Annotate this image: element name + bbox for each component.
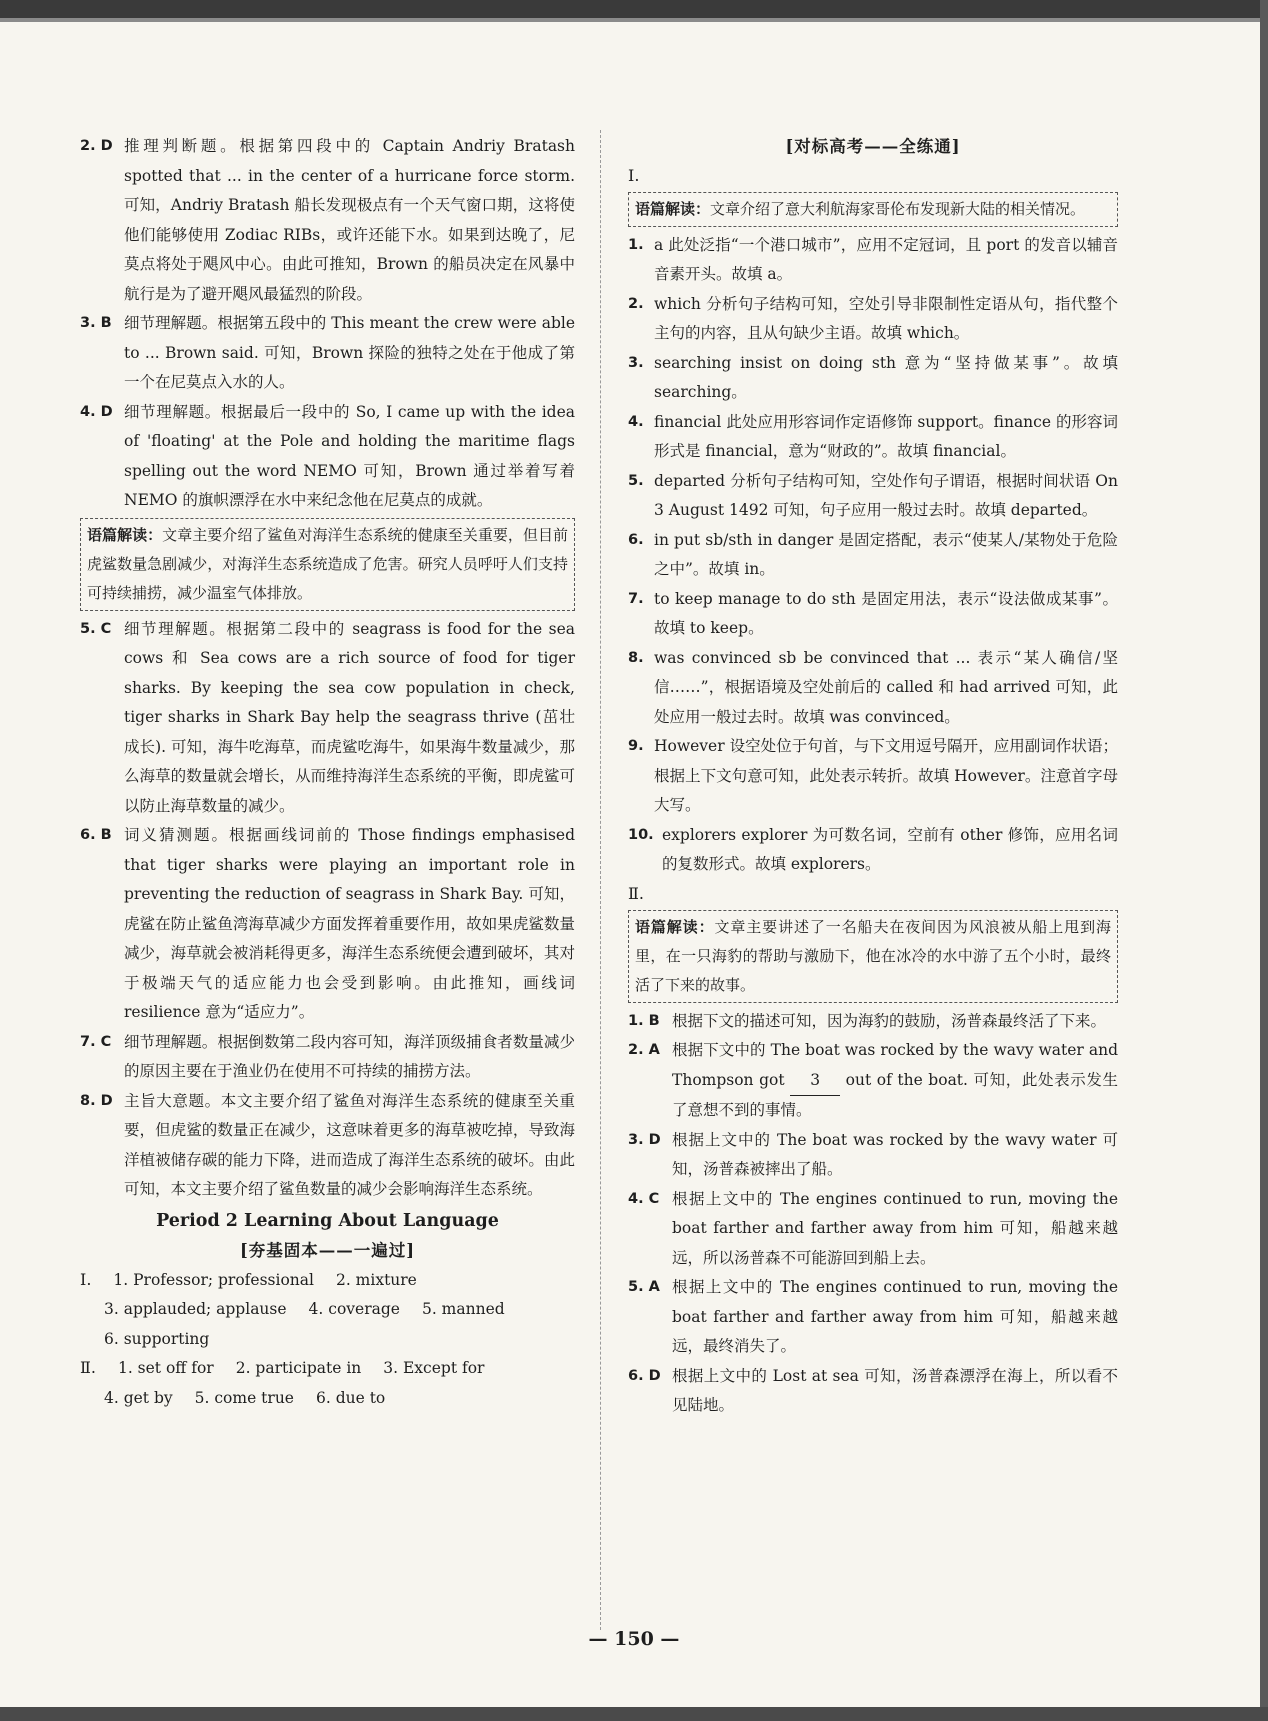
answer-text: financial 此处应用形容词作定语修饰 support。finance 的形容词形式是 financial，意为“财政的”。故填 financial。	[654, 412, 1118, 460]
left-column	[80, 132, 575, 1413]
answer-number: 5. A	[628, 1279, 660, 1295]
answer-item	[80, 132, 575, 309]
scan-top-shadow	[0, 18, 1268, 22]
answer-item	[628, 732, 1118, 821]
answer-item	[628, 1126, 1118, 1185]
answer-item	[628, 644, 1118, 733]
answer-item	[80, 821, 575, 1028]
passage-analysis-box	[628, 910, 1118, 1003]
answer-item	[80, 309, 575, 398]
answer-number: 1.	[628, 236, 644, 253]
answer-text: 细节理解题。根据最后一段中的 So, I came up with the idea of 'floating' at the Pole and holding the maritime flags spelling out the word NEMO 可知，Brown 通过举着写着 NEMO 的旗帜漂浮在水中来纪念他在尼莫点的成就。	[124, 402, 575, 509]
vocab-answer: 1. set off for	[117, 1359, 214, 1377]
answer-number: 7. C	[80, 1033, 112, 1050]
vocab-line	[80, 1325, 575, 1355]
passage-analysis-box	[628, 192, 1118, 227]
answer-text: 主旨大意题。本文主要介绍了鲨鱼对海洋生态系统的健康至关重要，但虎鲨的数量正在减少，这意味着更多的海草被吃掉，导致海洋植被储存碳的能力下降，进而造成了海洋生态系统的破坏。由此可知，本文主要介绍了鲨鱼数量的减少会影响海洋生态系统。	[124, 1091, 575, 1198]
blank-number: 3	[790, 1066, 840, 1097]
answer-text: searching insist on doing sth 意为“坚持做某事”。故填 searching。	[654, 353, 1118, 401]
answer-text: explorers explorer 为可数名词，空前有 other 修饰，应用名词的复数形式。故填 explorers。	[662, 825, 1118, 873]
period-title: Period 2 Learning About Language	[156, 1210, 499, 1231]
answer-item	[628, 290, 1118, 349]
answer-text: 词义猜测题。根据画线词前的 Those findings emphasised that tiger sharks were playing an important role in preventing the reduction of seagrass in Shark Bay. 可知，虎鲨在防止鲨鱼湾海草减少方面发挥着重要作用，故如果虎鲨数量减少，海草就会被消耗得更多，海洋生态系统便会遭到破坏，其对于极端天气的适应能力也会受到影响。由此推知，画线词 resilience 意为“适应力”。	[124, 826, 575, 1021]
answer-number: 2.	[628, 295, 644, 312]
vocab-answer: 2. participate in	[235, 1359, 362, 1377]
answer-number: 2. A	[628, 1042, 660, 1058]
answer-number: 5.	[628, 472, 644, 489]
passage-analysis-label: 语篇解读：	[635, 199, 711, 218]
scan-top-edge	[0, 0, 1268, 18]
answer-text: in put sb/sth in danger 是固定搭配，表示“使某人/某物处于危险之中”。故填 in。	[654, 530, 1118, 578]
answer-item	[628, 1007, 1118, 1037]
passage-analysis-box	[80, 518, 575, 611]
answer-text: 根据上文中的 The engines continued to run, moving the boat farther and farther away from him 可知，船越来越远，所以汤普森不可能游回到船上去。	[672, 1189, 1118, 1267]
answer-item	[628, 408, 1118, 467]
answer-number: 1. B	[628, 1012, 660, 1029]
answer-text: which 分析句子结构可知，空处引导非限制性定语从句，指代整个主句的内容，且从句缺少主语。故填 which。	[654, 294, 1118, 342]
answer-number: 8. D	[80, 1092, 113, 1109]
answer-text: 根据上文中的 The engines continued to run, moving the boat farther and farther away from him 可知，船越来越远，最终消失了。	[672, 1278, 1118, 1355]
answer-number: 3. D	[628, 1131, 661, 1148]
roman-numeral: Ⅰ.	[80, 1269, 92, 1289]
answer-text: 细节理解题。根据第二段中的 seagrass is food for the sea cows 和 Sea cows are a rich source of food for tiger sharks. By keeping the sea cow population in check, tiger sharks in Shark Bay help the seagrass thrive (茁壮成长). 可知，海牛吃海草，而虎鲨吃海牛，如果海牛数量减少，那么海草的数量就会增长，从而维持海洋生态系统的平衡，即虎鲨可以防止海草数量的减少。	[124, 619, 575, 815]
answer-item	[628, 467, 1118, 526]
answer-item	[628, 231, 1118, 290]
section-title: [夯基固本——一遍过]	[239, 1241, 416, 1260]
answer-number: 3.	[628, 354, 644, 371]
scan-bottom-edge	[0, 1707, 1268, 1721]
answer-text: was convinced sb be convinced that ... 表示“某人确信/坚信……”，根据语境及空处前后的 called 和 had arrived 可知，此处应用一般过去时。故填 was convinced。	[654, 648, 1118, 726]
answer-text: 根据下文的描述可知，因为海豹的鼓励，汤普森最终活了下来。	[672, 1011, 1107, 1030]
answer-text: 细节理解题。根据第五段中的 This meant the crew were able to ... Brown said. 可知，Brown 探险的独特之处在于他成了第一个在尼莫点入水的人。	[124, 314, 575, 391]
answer-item	[80, 1087, 575, 1205]
answer-number: 6. B	[80, 827, 112, 843]
answer-text-part: 根据下文中的 The boat was rocked by the wavy water and Thompson got	[672, 1041, 1118, 1089]
vocab-answer: 3. Except for	[383, 1359, 485, 1377]
answer-item	[628, 821, 1118, 880]
vocab-answer: 6. supporting	[104, 1329, 210, 1348]
section-title: [对标高考——全练通]	[785, 137, 961, 156]
column-divider	[600, 130, 601, 1630]
answer-text: 推理判断题。根据第四段中的 Captain Andriy Bratash spotted that ... in the center of a hurricane force storm. 可知，Andriy Bratash 船长发现极点有一个天气窗口期，这将使他们能够使用 Zodiac RIBs，或许还能下水。如果到达晚了，尼莫点将处于飓风中心。由此可推知，Brown 的船员决定在风暴中航行是为了避开飓风最猛烈的阶段。	[124, 137, 575, 303]
vocab-answer: 1. Professor; professional	[113, 1270, 314, 1289]
answer-number: 3. B	[80, 315, 112, 331]
answer-number: 10.	[628, 826, 654, 843]
answer-item	[628, 1273, 1118, 1362]
answer-item	[628, 1185, 1118, 1274]
vocab-line	[80, 1354, 575, 1384]
answer-item	[628, 526, 1118, 585]
answer-item	[80, 1028, 575, 1087]
vocab-line	[80, 1295, 575, 1325]
answer-number: 9.	[628, 738, 644, 754]
answer-item	[628, 1036, 1118, 1126]
answer-number: 4. D	[80, 403, 113, 420]
answer-number: 7.	[628, 590, 644, 607]
passage-analysis-text: 文章介绍了意大利航海家哥伦布发现新大陆的相关情况。	[710, 199, 1086, 218]
answer-number: 2. D	[80, 138, 113, 154]
answer-number: 4.	[628, 413, 644, 430]
vocab-answer: 4. get by	[104, 1388, 173, 1407]
right-column	[628, 132, 1118, 1421]
passage-analysis-text: 文章主要讲述了一名船夫在夜间因为风浪被从船上甩到海里，在一只海豹的帮助与激励下，他在冰冷的水中游了五个小时，最终活了下来的故事。	[635, 917, 1111, 994]
answer-text: 根据上文中的 The boat was rocked by the wavy water 可知，汤普森被摔出了船。	[672, 1130, 1118, 1178]
vocab-line	[80, 1266, 575, 1296]
vocab-line	[80, 1384, 575, 1414]
answer-text	[672, 1036, 1118, 1126]
answer-text: 根据上文中的 Lost at sea 可知，汤普森漂浮在海上，所以看不见陆地。	[672, 1366, 1118, 1414]
answer-number: 6. D	[628, 1367, 661, 1384]
passage-analysis-text: 文章主要介绍了鲨鱼对海洋生态系统的健康至关重要，但目前虎鲨数量急剧减少，对海洋生态系统造成了危害。研究人员呼吁人们支持可持续捕捞，减少温室气体排放。	[87, 525, 568, 602]
vocab-answer: 5. manned	[421, 1300, 505, 1318]
answer-text: to keep manage to do sth 是固定用法，表示“设法做成某事”。故填 to keep。	[654, 589, 1118, 637]
answer-text: 细节理解题。根据倒数第二段内容可知，海洋顶级捕食者数量减少的原因主要在于渔业仍在使用不可持续的捕捞方法。	[124, 1032, 575, 1080]
vocab-answer: 2. mixture	[335, 1270, 417, 1289]
vocab-answer: 5. come true	[194, 1388, 294, 1407]
answer-item	[628, 349, 1118, 408]
answer-number: 4. C	[628, 1190, 660, 1207]
answer-text: departed 分析句子结构可知，空处作句子谓语，根据时间状语 On 3 August 1492 可知，句子应用一般过去时。故填 departed。	[654, 471, 1118, 519]
answer-number: 8.	[628, 649, 644, 666]
answer-number: 5. C	[80, 620, 112, 637]
vocab-answer: 6. due to	[315, 1388, 386, 1407]
answer-item	[628, 1362, 1118, 1421]
vocab-answer: 3. applauded; applause	[104, 1300, 287, 1318]
answer-text-part: out of the boat. 可知，此处表示发生了意想不到的事情。	[672, 1070, 1118, 1119]
answer-item	[80, 615, 575, 822]
roman-numeral: Ⅱ.	[628, 883, 644, 903]
passage-analysis-label: 语篇解读：	[635, 917, 715, 936]
passage-analysis-label: 语篇解读：	[87, 525, 163, 544]
answer-item	[80, 398, 575, 516]
vocab-answer: 4. coverage	[308, 1300, 400, 1318]
answer-item	[628, 585, 1118, 644]
answer-text: However 设空处位于句首，与下文用逗号隔开，应用副词作状语；根据上下文句意可知，此处表示转折。故填 However。注意首字母大写。	[654, 737, 1118, 814]
answer-text: a 此处泛指“一个港口城市”，应用不定冠词，且 port 的发音以辅音音素开头。故填 a。	[654, 235, 1118, 283]
page-number: — 150 —	[588, 1628, 680, 1650]
scan-right-edge	[1260, 0, 1268, 1721]
roman-numeral: Ⅰ.	[628, 165, 640, 185]
answer-number: 6.	[628, 531, 644, 548]
roman-numeral: Ⅱ.	[80, 1358, 96, 1377]
